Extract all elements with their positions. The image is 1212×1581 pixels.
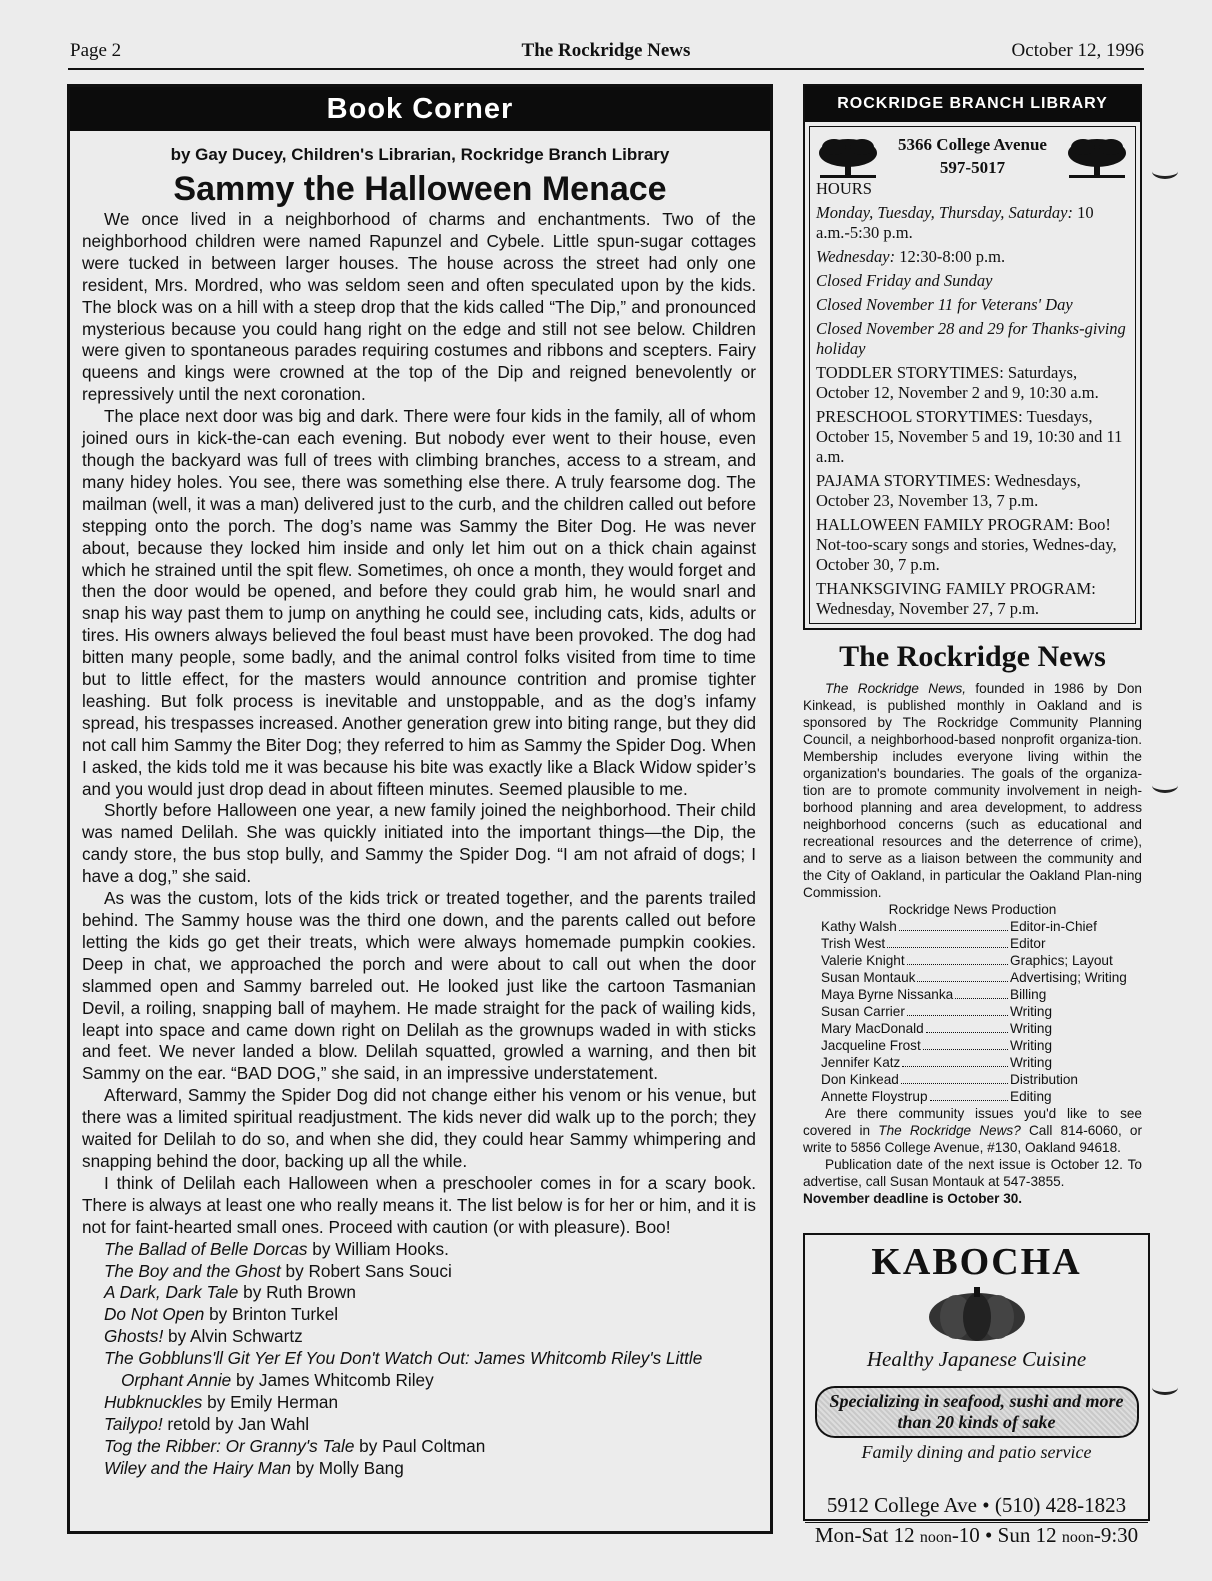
kabocha-advertisement [803,1233,1150,1547]
hours-time: 10 a.m.-5:30 p.m. [816,203,1094,242]
staff-name: Mary MacDonald [821,1021,924,1036]
book-author: by James Whitcomb Riley [231,1370,434,1391]
paragraph: Afterward, Sammy the Spider Dog did not change either his venom or his venue, but there was a limited spiritual readjustment. The kids never did walk up to the porch; they waited for Delilah to do so, and when she did, they could hear Sammy whimpering and snapping behind the door, backing up all the while. [82,1085,756,1171]
dot-leader [901,1071,1008,1084]
staff-name: Don Kinkead [821,1072,899,1087]
paragraph: As was the custom, lots of the kids trick or treated together, and the parents trailed behind. The Sammy house was the third one down, and the parents called out before letting the kids go get their treats, which were always homemade pumpkin cookies. Deep in chat, we approached the porch and were about to call out when the door slammed open and Sammy barreled out. He looked just like the cartoon Tasmanian Devil, a roiling, snapping ball of mayhem. He made straight for the pack of wailing kids, leapt into space and came down right on Delilah as the grownups waded in with sticks and feet. We never landed a blow. Delilah squatted, growled a warning, and then bit Sammy on the ear. “BAD DOG,” she said, in an impressive understatement. [82,888,756,1084]
dot-leader [930,1088,1008,1101]
staff-row [821,1003,1142,1020]
about-text: founded in 1986 by Don Kinkead, is published monthly in Oakland and is sponsored by The Rockridge Community Planning Council, a neighborhood-based nonprofit organiza-tion. Membership includes everyone living within the organization's boundaries. The goals of the organiza-tion are to promote community involvement in neigh-borhood planning and area development, to address neighborhood concerns (such as educational and recreational resources and the deterrence of crime), and to serve as a liaison between the community and the City of Oakland, in particular the Oakland Plan-ning Commission. [803,681,1142,900]
book-list-item [104,1436,756,1458]
paragraph: The place next door was big and dark. There were four kids in the family, all of whom joined ours in kick-the-can each evening. But nobody ever went to their house, even though the backyard was full of trees with climbing branches, access to a stream, and many hidey holes. You see, there was something else there. A truly fearsome dog. The mailman (well, it was a man) delivered just to the curb, and the children called out before stepping onto the porch. The dog’s name was Sammy the Biter Dog. He was never about, because they locked him inside and only let him out on a thick chain against which he strained until the spit flew. Sometimes, oh once a month, they would forget and then the door would be opened, and before they could grab him, he would snarl and snap his way past them to jump on anything he could see, including cats, kids, adults or tires. His owners always believed the foul beast must have been provoked. The dog had bitten many people, some badly, and the animal control folks visited from time to time but to little effect, for the masters would announce contrition and promise tighter leashing. But folk process is inevitable and unstoppable, and as the dog’s infamy spread, his trespasses increased. Another generation grew into biting range, but they did not call him Sammy the Biter Dog; they referred to him as Sammy the Spider Dog. When I asked, the kids told me it was because his bite was exactly like a Black Widow spider’s and you would just drop dead in about fifteen minutes. Seemed plausible to me. [82,406,756,799]
article-headline: Sammy the Halloween Menace [173,170,667,208]
restaurant-name: KABOCHA [871,1241,1082,1283]
dot-leader [887,935,1008,948]
staff-row [821,1054,1142,1071]
staff-role: Writing [1010,1038,1053,1053]
publication-note: Publication date of the next issue is October 12. To advertise, call Susan Montauk at 547-3855. [803,1157,1142,1189]
book-title: Wiley and the Hairy Man [104,1457,292,1478]
staff-role: Editor [1010,936,1046,951]
dot-leader [955,986,1008,999]
binder-hole-mark [1152,1380,1178,1395]
hours-wednesday [816,247,1129,267]
page-number: Page 2 [70,40,122,61]
binder-hole-mark [1152,164,1178,179]
event-preschool: PRESCHOOL STORYTIMES: Tuesdays, October 15, November 5 and 19, 10:30 and 11 a.m. [816,407,1123,466]
staff-role: Billing [1010,987,1047,1002]
masthead-title: The Rockridge News [839,640,1106,673]
hours-part: -10 • Sun 12 [951,1523,1062,1547]
book-list-item [104,1392,756,1414]
publication-name-italic: The Rockridge News? [878,1123,1021,1138]
book-author: by Ruth Brown [238,1282,356,1303]
staff-role: Editor-in-Chief [1010,919,1097,934]
book-list-item [104,1239,756,1261]
staff-row [821,1020,1142,1037]
book-list-item [104,1414,756,1436]
hours-part: -9:30 [1093,1523,1139,1547]
rockridge-news-info [803,640,1142,1207]
event-toddler: TODDLER STORYTIMES: Saturdays, October 12, November 2 and 9, 10:30 a.m. [816,363,1099,402]
book-list-item [104,1326,756,1348]
section-title: Book Corner [70,87,770,131]
paragraph: I think of Delilah each Halloween when a preschooler comes in for a scary book. There is always at least one who really means it. The list below is for her or him, and it is not for faint-hearted small ones. Proceed with caution (or with pleasure). Boo! [82,1172,756,1237]
hours-days: Monday, Tuesday, Thursday, Saturday: [816,203,1073,222]
staff-name: Valerie Knight [821,953,905,968]
book-list-item [104,1261,756,1283]
event-thanksgiving: THANKSGIVING FAMILY PROGRAM: Wednesday, November 27, 7 p.m. [816,579,1096,618]
book-author: by Emily Herman [202,1391,339,1412]
publication-name-italic: The Rockridge News, [825,681,967,696]
book-author: by William Hooks. [307,1238,449,1259]
book-title: A Dark, Dark Tale [104,1282,239,1303]
event-halloween: HALLOWEEN FAMILY PROGRAM: Boo! Not-too-scary songs and stories, Wednes-day, October 30, 7 p.m. [816,515,1117,574]
pumpkin-icon [922,1285,1032,1343]
specialty-banner: Specializing in seafood, sushi and more than 20 kinds of sake [815,1386,1139,1438]
staff-name: Maya Byrne Nissanka [821,987,954,1002]
book-title: Tailypo! [104,1413,163,1434]
staff-name: Jacqueline Frost [821,1038,921,1053]
dot-leader [907,1003,1008,1016]
staff-row [821,952,1142,969]
book-title: The Boy and the Ghost [104,1260,281,1281]
book-title: Do Not Open [104,1304,205,1325]
issues-text: Are there community issues you'd like to see covered in [803,1106,1142,1138]
issue-date: October 12, 1996 [1011,40,1144,61]
staff-row [821,1088,1142,1105]
hours-part: noon [919,1529,952,1546]
book-author: by Robert Sans Souci [280,1260,452,1281]
dining-note: Family dining and patio service [861,1442,1092,1462]
book-title: Hubknuckles [104,1391,203,1412]
ad-hours [805,1522,1148,1548]
staff-role: Distribution [1010,1072,1078,1087]
staff-row [821,1037,1142,1054]
book-title: Tog the Ribber: Or Granny's Tale [104,1435,355,1456]
book-list-item [104,1282,756,1304]
staff-role: Writing [1010,1021,1053,1036]
staff-name: Kathy Walsh [821,919,897,934]
book-corner-column [67,84,773,1534]
library-title: ROCKRIDGE BRANCH LIBRARY [805,86,1140,122]
staff-row [821,1071,1142,1088]
hours-weekdays [816,203,1129,243]
paragraph: Shortly before Halloween one year, a new family joined the neighborhood. Their child was named Delilah. She was quickly initiated into the important things—the Dip, the candy store, the bus stop bully, and Sammy the Spider Dog. “I am not afraid of dogs; I have a dog,” she said. [82,800,756,887]
oak-tree-icon [1065,135,1129,181]
book-list [70,1239,770,1480]
book-title: The Gobbluns'll Git Yer Ef You Don't Watch Out: James Whitcomb Riley's Little Orphant Annie [104,1348,703,1391]
staff-row [821,935,1142,952]
dot-leader [923,1037,1008,1050]
hours-part: noon [1061,1529,1094,1546]
staff-list [821,918,1142,1105]
book-author: by Molly Bang [291,1457,404,1478]
dot-leader [926,1020,1008,1033]
library-box [803,84,1142,630]
staff-role: Graphics; Layout [1010,953,1113,968]
publication-name: The Rockridge News [521,40,691,61]
event-pajama: PAJAMA STORYTIMES: Wednesdays, October 23, November 13, 7 p.m. [816,471,1081,510]
book-author: retold by Jan Wahl [162,1413,310,1434]
closed-notice: Closed Friday and Sunday [816,271,993,290]
staff-row [821,918,1142,935]
staff-name: Jennifer Katz [821,1055,901,1070]
staff-role: Writing [1010,1004,1053,1019]
hours-part: Mon-Sat 12 [814,1523,920,1547]
book-list-item [104,1348,756,1392]
closed-notice: Closed November 11 for Veterans' Day [816,295,1073,314]
paragraph: We once lived in a neighborhood of charms and enchantments. Two of the neighborhood children were named Rapunzel and Cybele. Little spun-sugar cottages were tucked in between larger houses. The house across the street had only one resident, Mrs. Mordred, who was seldom seen and often speculated upon by the kids. The block was on a hill with a steep drop that the kids called “The Dip,” and pronounced mysterious because you could hang right on the edge and still not see below. Children were given to spontaneous parades requiring costumes and ribbons and scepters. Fairy queens and kings were crowned at the top of the Dip and reigned benevolently or repressively until the next coronation. [82,209,756,405]
hours-days: Wednesday: [816,247,896,266]
article-body [70,209,770,1239]
binder-hole-mark [1152,778,1178,793]
staff-role: Advertising; Writing [1010,970,1127,985]
book-title: Ghosts! [104,1326,164,1347]
book-author: by Alvin Schwartz [163,1326,303,1347]
page-header [68,38,1144,70]
dot-leader [917,969,1008,982]
hours-time: 12:30-8:00 p.m. [895,247,1006,266]
staff-name: Trish West [821,936,886,951]
staff-row [821,969,1142,986]
dot-leader [902,1054,1008,1067]
ad-address-phone: 5912 College Ave • (510) 428-1823 [826,1493,1127,1517]
staff-name: Annette Floystrup [821,1089,928,1104]
closed-notice: Closed November 28 and 29 for Thanks-giving holiday [816,319,1126,358]
oak-tree-icon [816,135,880,181]
staff-name: Susan Montauk [821,970,916,985]
dot-leader [899,918,1008,931]
dot-leader [907,952,1008,965]
issues-paragraph [803,1105,1142,1156]
staff-role: Writing [1010,1055,1053,1070]
ad-tagline: Healthy Japanese Cuisine [866,1347,1087,1371]
book-author: by Paul Coltman [354,1435,486,1456]
book-list-item [104,1304,756,1326]
book-list-item [104,1458,756,1480]
street-address: 5366 College Avenue [898,135,1047,154]
phone-number: 597-5017 [939,158,1006,177]
library-info [809,126,1136,624]
staff-name: Susan Carrier [821,1004,905,1019]
issues-contact: Call 814-6060, or write to 5856 College Avenue, #130, Oakland 94618. [803,1123,1142,1155]
production-heading: Rockridge News Production [888,902,1057,917]
book-title: The Ballad of Belle Dorcas [104,1238,308,1259]
about-paragraph [803,680,1142,901]
hours-label: HOURS [816,179,872,198]
book-author: by Brinton Turkel [204,1304,339,1325]
byline: by Gay Ducey, Children's Librarian, Rockridge Branch Library [170,145,670,164]
staff-role: Editing [1010,1089,1052,1104]
staff-row [821,986,1142,1003]
deadline-note: November deadline is October 30. [803,1191,1023,1206]
